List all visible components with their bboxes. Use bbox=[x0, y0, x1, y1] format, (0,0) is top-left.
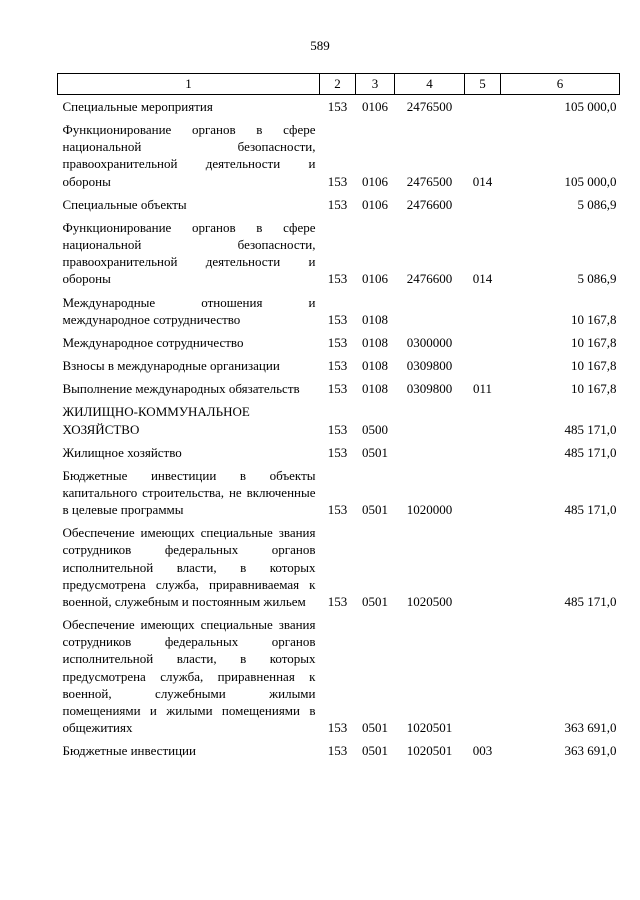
row-code-2: 153 bbox=[327, 311, 348, 327]
row-amount: 105 000,0 bbox=[564, 173, 617, 189]
row-code-5 bbox=[465, 331, 501, 354]
row-code-2: 153 bbox=[327, 502, 348, 518]
row-name: Международные отношения и международное сотрудничество bbox=[62, 294, 316, 327]
header-col-4: 4 bbox=[395, 74, 465, 95]
row-amount: 10 167,8 bbox=[571, 358, 617, 374]
table-row bbox=[58, 354, 620, 377]
table-row bbox=[58, 95, 620, 119]
budget-table bbox=[57, 73, 620, 762]
row-code-5: 014 bbox=[472, 271, 493, 287]
row-amount: 5 086,9 bbox=[577, 271, 617, 287]
row-amount: 485 171,0 bbox=[564, 502, 617, 518]
row-code-4: 1020501 bbox=[406, 720, 453, 735]
row-amount: 485 171,0 bbox=[564, 421, 617, 437]
table-row bbox=[58, 613, 620, 739]
row-code-4: 0309800 bbox=[406, 381, 453, 397]
row-name: ЖИЛИЩНО-КОММУНАЛЬНОЕ ХОЗЯЙСТВО bbox=[62, 404, 250, 437]
table-row bbox=[58, 400, 620, 440]
row-code-5 bbox=[465, 464, 501, 521]
row-code-2: 153 bbox=[327, 196, 348, 212]
row-code-2: 153 bbox=[327, 444, 348, 460]
row-amount: 10 167,8 bbox=[571, 381, 617, 397]
row-code-3: 0108 bbox=[362, 381, 388, 397]
row-name: Выполнение международных обязательств bbox=[62, 381, 300, 397]
row-code-2: 153 bbox=[327, 743, 348, 759]
row-code-4 bbox=[395, 291, 465, 331]
row-code-4: 2476600 bbox=[406, 196, 453, 212]
row-code-4: 0309800 bbox=[406, 358, 453, 374]
table-row bbox=[58, 521, 620, 613]
row-code-3: 0108 bbox=[362, 334, 388, 350]
row-code-2: 153 bbox=[327, 593, 348, 609]
row-code-5 bbox=[465, 441, 501, 464]
table-row bbox=[58, 331, 620, 354]
row-code-3: 0108 bbox=[362, 311, 388, 327]
header-col-6: 6 bbox=[501, 74, 620, 95]
row-name: Функционирование органов в сфере национальной безопасности, правоохранительной деятельности и обороны bbox=[62, 219, 316, 287]
row-code-3: 0501 bbox=[362, 444, 388, 460]
row-name: Обеспечение имеющих специальные звания сотрудников федеральных органов исполнительной власти, в которых предусмотрена служба, приравниваемая к военной, служебным и постоянным жильем bbox=[62, 525, 316, 609]
row-code-5 bbox=[465, 400, 501, 440]
row-amount: 10 167,8 bbox=[571, 311, 617, 327]
row-code-4: 0300000 bbox=[406, 334, 453, 350]
row-code-5: 003 bbox=[472, 743, 493, 759]
table-row bbox=[58, 377, 620, 400]
table-row bbox=[58, 291, 620, 331]
row-code-5 bbox=[465, 521, 501, 613]
row-amount: 105 000,0 bbox=[564, 99, 617, 114]
row-name: Функционирование органов в сфере национальной безопасности, правоохранительной деятельности и обороны bbox=[62, 122, 316, 189]
row-code-2: 153 bbox=[327, 271, 348, 287]
header-col-1: 1 bbox=[58, 74, 320, 95]
header-row bbox=[58, 74, 620, 95]
table-header bbox=[58, 74, 620, 95]
header-col-3: 3 bbox=[356, 74, 395, 95]
table-body bbox=[58, 95, 620, 763]
row-amount: 363 691,0 bbox=[564, 743, 617, 759]
row-amount: 485 171,0 bbox=[564, 444, 617, 460]
row-code-3: 0501 bbox=[362, 743, 388, 759]
row-code-2: 153 bbox=[327, 358, 348, 374]
table-row bbox=[58, 118, 620, 193]
row-code-3: 0500 bbox=[362, 421, 388, 437]
row-code-5: 011 bbox=[472, 381, 493, 397]
row-name: Обеспечение имеющих специальные звания сотрудников федеральных органов исполнительной власти, в которых предусмотрена служба, приравненная к военной, служебными жилыми помещениями и жилыми помещениями в общежитиях bbox=[62, 617, 316, 735]
row-code-4: 2476500 bbox=[406, 99, 453, 114]
row-code-5: 014 bbox=[472, 173, 493, 189]
page-number: 589 bbox=[310, 38, 330, 53]
row-code-5 bbox=[465, 354, 501, 377]
row-code-2: 153 bbox=[327, 173, 348, 189]
row-name: Специальные мероприятия bbox=[62, 99, 213, 114]
row-code-2: 153 bbox=[327, 99, 348, 114]
row-code-5 bbox=[465, 95, 501, 119]
row-code-3: 0106 bbox=[362, 173, 388, 189]
table-row bbox=[58, 216, 620, 291]
row-code-5 bbox=[465, 193, 501, 216]
row-name: Международное сотрудничество bbox=[62, 334, 244, 350]
row-code-3: 0108 bbox=[362, 358, 388, 374]
row-amount: 10 167,8 bbox=[571, 334, 617, 350]
header-col-2: 2 bbox=[320, 74, 356, 95]
row-code-2: 153 bbox=[327, 381, 348, 397]
row-amount: 5 086,9 bbox=[577, 196, 617, 212]
row-code-2: 153 bbox=[327, 421, 348, 437]
row-code-4: 2476600 bbox=[406, 271, 453, 287]
row-code-4 bbox=[395, 441, 465, 464]
row-name: Взносы в международные организации bbox=[62, 358, 280, 374]
row-code-2: 153 bbox=[327, 334, 348, 350]
row-code-4: 1020501 bbox=[406, 743, 453, 759]
table-row bbox=[58, 441, 620, 464]
row-code-3: 0106 bbox=[362, 99, 388, 114]
row-code-5 bbox=[465, 291, 501, 331]
row-amount: 363 691,0 bbox=[564, 720, 617, 735]
row-name: Жилищное хозяйство bbox=[62, 444, 182, 460]
table-row bbox=[58, 739, 620, 762]
row-amount: 485 171,0 bbox=[564, 593, 617, 609]
row-code-3: 0106 bbox=[362, 271, 388, 287]
row-code-3: 0501 bbox=[362, 593, 388, 609]
row-code-3: 0501 bbox=[362, 720, 388, 735]
row-name: Специальные объекты bbox=[62, 196, 187, 212]
header-col-5: 5 bbox=[465, 74, 501, 95]
row-name: Бюджетные инвестиции bbox=[62, 743, 196, 759]
row-code-4: 1020500 bbox=[406, 593, 453, 609]
row-code-3: 0106 bbox=[362, 196, 388, 212]
row-code-4: 2476500 bbox=[406, 173, 453, 189]
row-code-4: 1020000 bbox=[406, 502, 453, 518]
row-code-2: 153 bbox=[327, 720, 348, 735]
table-row bbox=[58, 193, 620, 216]
table-row bbox=[58, 464, 620, 521]
row-code-3: 0501 bbox=[362, 502, 388, 518]
row-code-4 bbox=[395, 400, 465, 440]
row-code-5 bbox=[465, 613, 501, 739]
row-name: Бюджетные инвестиции в объекты капитального строительства, не включенные в целевые программы bbox=[62, 467, 316, 518]
